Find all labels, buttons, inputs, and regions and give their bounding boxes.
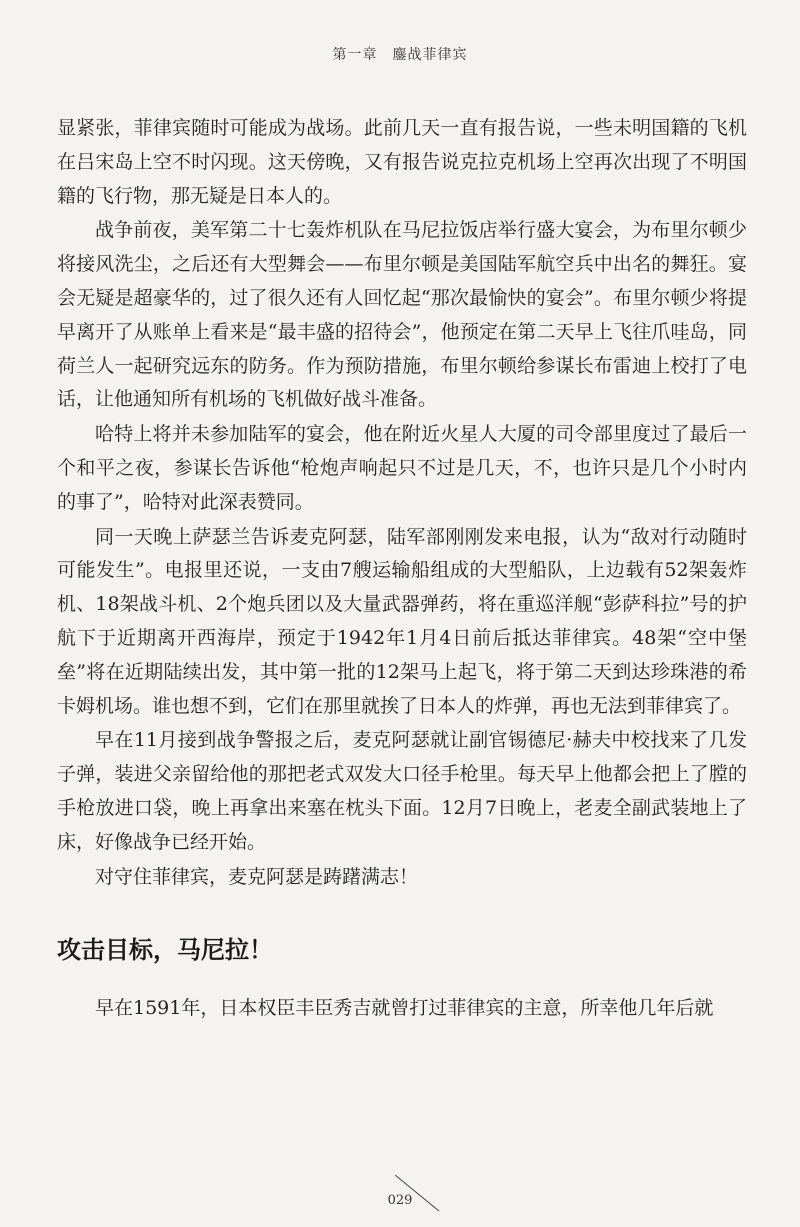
paragraph: 同一天晚上萨瑟兰告诉麦克阿瑟，陆军部刚刚发来电报，认为“敌对行动随时可能发生”。电报里还说，一支由7艘运输船组成的大型船队，上边载有52架轰炸机、18架战斗机、2个炮兵团以及大量武器弹药，将在重巡洋舰“彭萨科拉”号的护航下于近期离开西海岸，预定于1942年1月4日前后抵达菲律宾。48架“空中堡垒”将在近期陆续出发，其中第一批的12架马上起飞，将于第二天到达珍珠港的希卡姆机场。谁也想不到，它们在那里就挨了日本人的炸弹，再也无法到菲律宾了。 <box>57 525 747 717</box>
paragraph: 早在11月接到战争警报之后，麦克阿瑟就让副官锡德尼·赫夫中校找来了几发子弹，装进父亲留给他的那把老式双发大口径手枪里。每天早上他都会把上了膛的手枪放进口袋，晚上再拿出来塞在枕头下面。12月7日晚上，老麦全副武装地上了床，好像战争已经开始。 <box>57 729 747 853</box>
section-heading: 攻击目标，马尼拉！ <box>57 935 273 965</box>
paragraph: 对守住菲律宾，麦克阿瑟是踌躇满志！ <box>95 865 419 888</box>
body-text <box>57 112 747 1027</box>
paragraph: 战争前夜，美军第二十七轰炸机队在马尼拉饭店举行盛大宴会，为布里尔顿少将接风洗尘，之后还有大型舞会——布里尔顿是美国陆军航空兵中出名的舞狂。宴会无疑是超豪华的，过了很久还有人回忆起“那次最愉快的宴会”。布里尔顿少将提早离开了从账单上看来是“最丰盛的招待会”，他预定在第二天早上飞往爪哇岛，同荷兰人一起研究远东的防务。作为预防措施，布里尔顿给参谋长布雷迪上校打了电话，让他通知所有机场的飞机做好战斗准备。 <box>57 219 747 411</box>
paragraph-continued: 显紧张，菲律宾随时可能成为战场。此前几天一直有报告说，一些未明国籍的飞机在吕宋岛上空不时闪现。这天傍晚，又有报告说克拉克机场上空再次出现了不明国籍的飞行物，那无疑是日本人的。 <box>57 117 747 207</box>
paragraph: 早在1591年，日本权臣丰臣秀吉就曾打过菲律宾的主意，所幸他几年后就 <box>95 997 714 1020</box>
page-number: 029 <box>387 1193 413 1208</box>
running-head: 第一章 鏖战菲律宾 <box>332 47 468 63</box>
paragraph: 哈特上将并未参加陆军的宴会，他在附近火星人大厦的司令部里度过了最后一个和平之夜，参谋长告诉他“枪炮声响起只不过是几天，不，也许只是几个小时内的事了”，哈特对此深表赞同。 <box>57 423 747 513</box>
